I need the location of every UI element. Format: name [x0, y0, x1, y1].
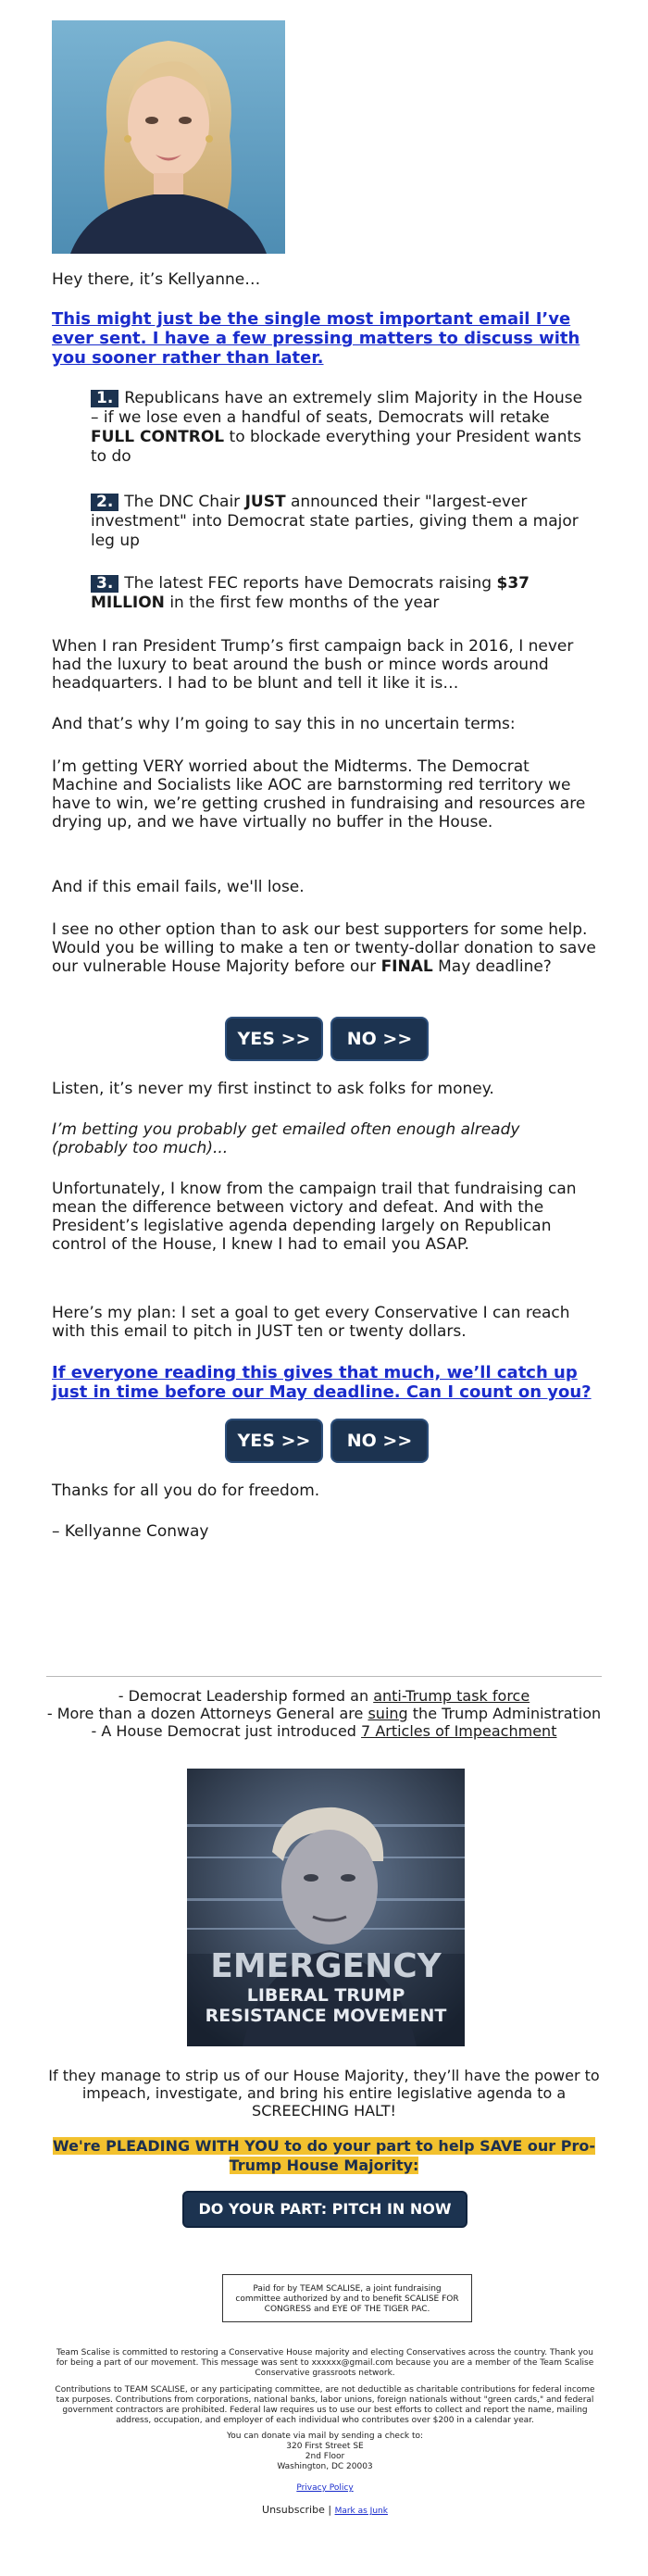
- unsubscribe-row: Unsubscribe | Mark as Junk: [262, 2504, 388, 2516]
- suing-link[interactable]: suing: [368, 1705, 408, 1722]
- paragraph-italic: I’m betting you probably get emailed often enough already (probably too much)...: [52, 1120, 520, 1157]
- bullet-line: - More than a dozen Attorneys General are suing the Trump Administration: [46, 1705, 602, 1722]
- address-line: 2nd Floor: [305, 2452, 345, 2461]
- paragraph: I see no other option than to ask our best supporters for some help. Would you be willing to make a ten or twenty-dollar donation to save our vulnerable House Majority before our FINAL May deadline?: [52, 920, 596, 976]
- pitch-in-button[interactable]: DO YOUR PART: PITCH IN NOW: [182, 2191, 467, 2228]
- address-line: Washington, DC 20003: [277, 2462, 373, 2471]
- address-line: 320 First Street SE: [286, 2442, 364, 2451]
- yes-button[interactable]: YES >>: [225, 1017, 323, 1061]
- image-subtitle: LIBERAL TRUMP: [246, 1985, 405, 2006]
- header-photo: [52, 20, 285, 254]
- secondary-body: If they manage to strip us of our House Majority, they’ll have the power to impeach, investigate, and bring his entire legislative agenda to a SCREECHING HALT!: [48, 2067, 600, 2120]
- thanks-text: Thanks for all you do for freedom.: [52, 1482, 320, 1500]
- committed-text: Team Scalise is committed to restoring a Conservative House majority and electing Conservatives across the country. Thank you for being a part of our movement. This message was sent to xxxxxx@gmail.com because you are a member of the Team Scalise Conservative grassroots network.: [56, 2348, 594, 2378]
- paragraph: And if this email fails, we'll lose.: [52, 878, 305, 896]
- paragraph: Listen, it’s never my first instinct to ask folks for money.: [52, 1080, 494, 1098]
- greeting: Hey there, it’s Kellyanne…: [52, 270, 261, 289]
- mail-intro: You can donate via mail by sending a check to:: [226, 2432, 424, 2441]
- impeachment-link[interactable]: 7 Articles of Impeachment: [361, 1722, 557, 1740]
- mark-as-junk-link[interactable]: Mark as Junk: [334, 2507, 388, 2516]
- image-title: EMERGENCY: [210, 1947, 442, 1985]
- no-button[interactable]: NO >>: [330, 1017, 429, 1061]
- point-number: 2.: [91, 494, 118, 511]
- point-number: 1.: [91, 390, 118, 407]
- contributions-text: Contributions to TEAM SCALISE, or any participating committee, are not deductible as charitable contributions for federal income tax purposes. Contributions from corporations, national banks, labor unions, foreign nationals without "green cards," and federal government contractors are prohibited. Federal law requires us to use our best efforts to collect and report the name, mailing address, occupation, and employer of each individual who contributes over $200 in a calendar year.: [55, 2385, 595, 2425]
- image-subtitle: RESISTANCE MOVEMENT: [205, 2006, 447, 2026]
- pleading-text: We're PLEADING WITH YOU to do your part to help SAVE our Pro-Trump House Majority:: [53, 2137, 595, 2174]
- privacy-row: [52, 2483, 598, 2494]
- paid-for-box: Paid for by TEAM SCALISE, a joint fundraising committee authorized by and to benefit SCALISE FOR CONGRESS and EYE OF THE TIGER PAC.: [222, 2274, 472, 2322]
- bullet-line: - Democrat Leadership formed an anti-Trump task force: [118, 1687, 530, 1705]
- button-row: [225, 1419, 429, 1467]
- secondary-bullets: [46, 1687, 602, 1740]
- paragraph: Here’s my plan: I set a goal to get every Conservative I can reach with this email to pitch in JUST ten or twenty dollars.: [52, 1304, 570, 1341]
- point-1: 1. Republicans have an extremely slim Majority in the House – if we lose even a handful of seats, Democrats will retake FULL CONTROL to blockade everything your President wants to do: [91, 389, 583, 466]
- emergency-image[interactable]: [187, 1769, 465, 2046]
- headline-link[interactable]: This might just be the single most important email I’ve ever sent. I have a few pressing matters to discuss with you sooner rather than later.: [52, 309, 580, 368]
- yes-button[interactable]: YES >>: [225, 1419, 323, 1463]
- unsubscribe-link[interactable]: Unsubscribe: [262, 2504, 325, 2516]
- paragraph: When I ran President Trump’s first campaign back in 2016, I never had the luxury to beat around the bush or mince words around headquarters. I had to be blunt and tell it like it is…: [52, 637, 574, 693]
- signature: – Kellyanne Conway: [52, 1522, 209, 1541]
- privacy-link[interactable]: Privacy Policy: [296, 2483, 354, 2493]
- point-number: 3.: [91, 575, 118, 593]
- no-button[interactable]: NO >>: [330, 1419, 429, 1463]
- point-2: 2. The DNC Chair JUST announced their "largest-ever investment" into Democrat state parties, giving them a major leg up: [91, 493, 579, 550]
- task-force-link[interactable]: anti-Trump task force: [373, 1687, 530, 1705]
- paragraph: I’m getting VERY worried about the Midterms. The Democrat Machine and Socialists like AOC are barnstorming red territory we have to win, we’re getting crushed in fundraising and resources are drying up, and we have virtually no buffer in the House.: [52, 757, 586, 832]
- button-row: [225, 1017, 429, 1065]
- paragraph: And that’s why I’m going to say this in no uncertain terms:: [52, 715, 516, 733]
- divider: [46, 1676, 602, 1677]
- paragraph: Unfortunately, I know from the campaign trail that fundraising can mean the difference between victory and defeat. And with the President’s legislative agenda depending largely on Republican control of the House, I knew I had to email you ASAP.: [52, 1180, 577, 1254]
- point-3: 3. The latest FEC reports have Democrats raising $37 MILLION in the first few months of the year: [91, 574, 530, 612]
- count-on-you-link[interactable]: If everyone reading this gives that much, we’ll catch up just in time before our May deadline. Can I count on you?: [52, 1363, 592, 1402]
- bullet-line: - A House Democrat just introduced 7 Articles of Impeachment: [91, 1722, 557, 1740]
